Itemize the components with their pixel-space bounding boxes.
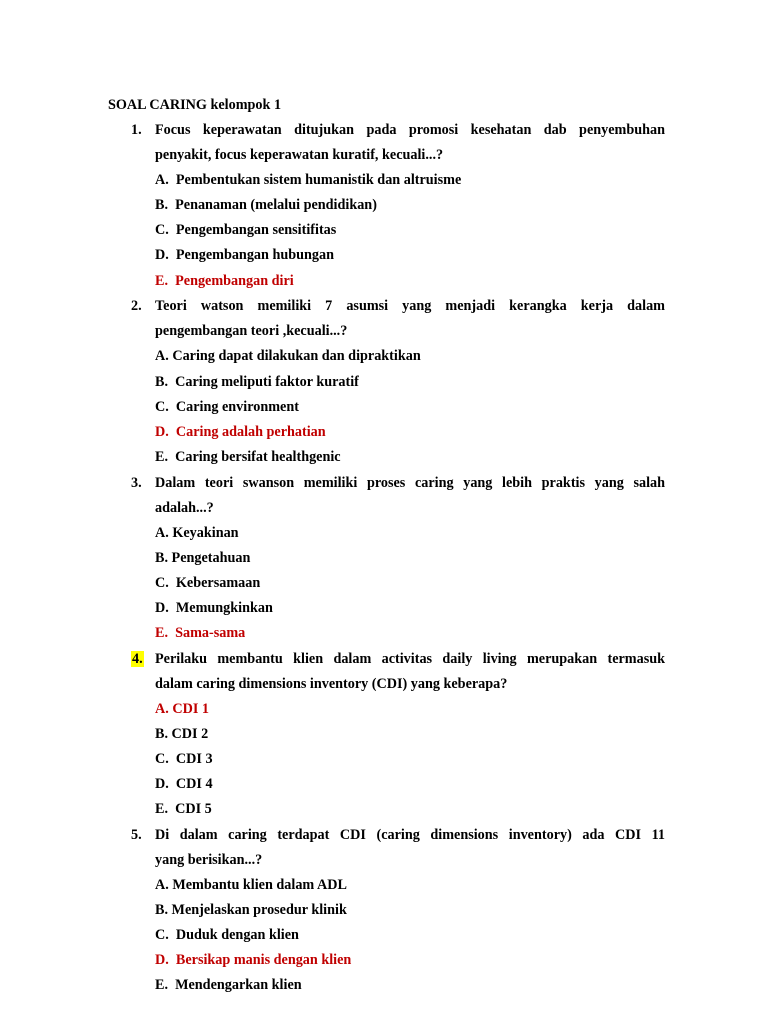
question-text-line: Perilaku membantu klien dalam activitas daily living merupakan termasuk (155, 651, 665, 667)
option-c: C. Kebersamaan (155, 575, 261, 591)
option-e: E. CDI 5 (155, 801, 212, 817)
option-b: B. Pengetahuan (155, 550, 251, 566)
option-a: A. Keyakinan (155, 525, 239, 541)
option-c: C. Pengembangan sensitifitas (155, 222, 337, 238)
question-text-line: adalah...? (155, 500, 214, 516)
question-text-line: penyakit, focus keperawatan kuratif, kecuali...? (155, 147, 444, 163)
option-e: E. Caring bersifat healthgenic (155, 449, 341, 465)
option-d-answer: D. Caring adalah perhatian (155, 424, 326, 440)
question-number-highlighted (131, 649, 144, 669)
question-text-line: pengembangan teori ,kecuali...? (155, 323, 348, 339)
question-number: 1. (131, 122, 142, 138)
option-c: C. Duduk dengan klien (155, 927, 299, 943)
option-d: D. Pengembangan hubungan (155, 247, 334, 263)
option-a: A. Membantu klien dalam ADL (155, 877, 347, 893)
option-c: C. CDI 3 (155, 751, 213, 767)
question-text-line: dalam caring dimensions inventory (CDI) yang keberapa? (155, 676, 508, 692)
question-text-line: Di dalam caring terdapat CDI (caring dimensions inventory) ada CDI 11 (155, 827, 665, 843)
question-text-line: Focus keperawatan ditujukan pada promosi kesehatan dab penyembuhan (155, 122, 665, 138)
option-e-answer: E. Sama-sama (155, 625, 246, 641)
option-d: D. Memungkinkan (155, 600, 273, 616)
question-number: 3. (131, 475, 142, 491)
question-number-text: 4. (132, 651, 143, 667)
option-c: C. Caring environment (155, 399, 299, 415)
question-text-line: Dalam teori swanson memiliki proses caring yang lebih praktis yang salah (155, 475, 665, 491)
option-b: B. Caring meliputi faktor kuratif (155, 374, 359, 390)
option-a: A. Pembentukan sistem humanistik dan altruisme (155, 172, 462, 188)
option-e: E. Mendengarkan klien (155, 977, 302, 993)
option-d-answer: D. Bersikap manis dengan klien (155, 952, 352, 968)
question-number: 2. (131, 298, 142, 314)
option-a: A. Caring dapat dilakukan dan dipraktikan (155, 348, 421, 364)
question-number: 5. (131, 827, 142, 843)
option-d: D. CDI 4 (155, 776, 213, 792)
option-e-answer: E. Pengembangan diri (155, 273, 294, 289)
option-b: B. Penanaman (melalui pendidikan) (155, 197, 377, 213)
question-text-line: Teori watson memiliki 7 asumsi yang menjadi kerangka kerja dalam (155, 298, 665, 314)
question-text-line: yang berisikan...? (155, 852, 263, 868)
option-b: B. CDI 2 (155, 726, 209, 742)
option-a-answer: A. CDI 1 (155, 701, 209, 717)
document-title: SOAL CARING kelompok 1 (108, 97, 282, 113)
option-b: B. Menjelaskan prosedur klinik (155, 902, 347, 918)
